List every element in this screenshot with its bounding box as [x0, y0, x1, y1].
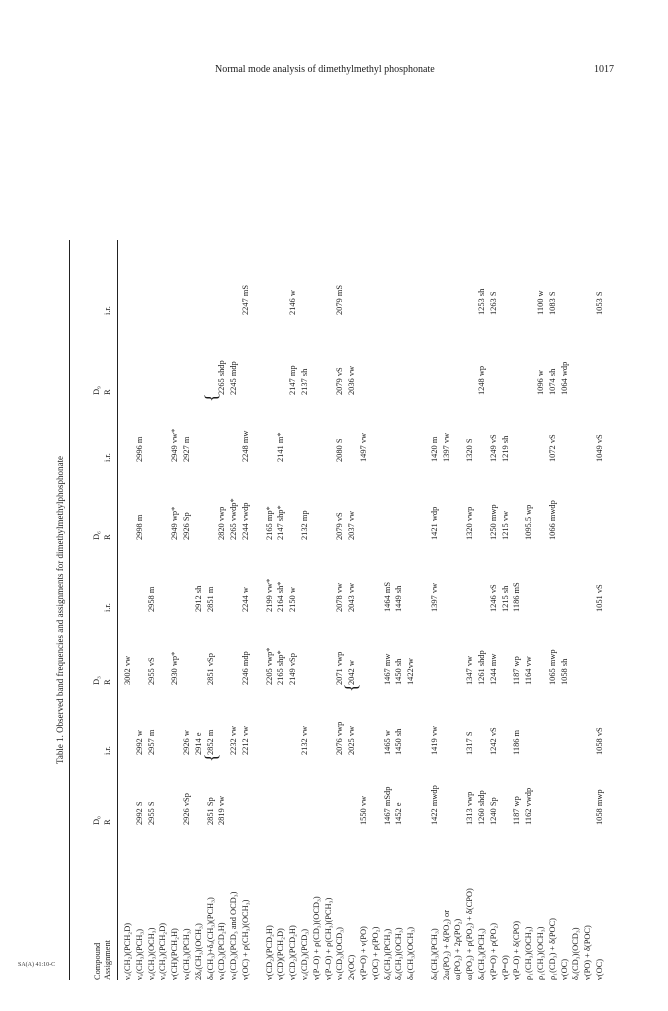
frequency-cell: 1320 vwp	[465, 506, 475, 540]
table-row	[135, 240, 145, 980]
frequency-cell: 1219 sh	[500, 435, 510, 462]
frequency-cell: 2851 vSp	[205, 653, 215, 685]
frequency-cell: 1422vw	[406, 658, 416, 685]
frequency-cell: 2926 Sp	[182, 512, 191, 540]
frequency-cell: 2992 w	[134, 730, 144, 755]
assignment-cell: ν(PO) + δ(POC)	[583, 925, 593, 980]
frequency-cell: 1215 sh	[500, 585, 510, 612]
frequency-cell: 2165 shp*	[276, 650, 286, 685]
frequency-cell: 1186 m	[512, 729, 522, 755]
table-row	[571, 240, 581, 980]
assignment-cell: ν(P–O) + ρ(CD₃)(OCD₃)	[311, 896, 321, 980]
frequency-cell: 2820 vwp	[217, 506, 227, 540]
frequency-cell: 1064 wdp	[559, 361, 569, 395]
frequency-cell: 1450 sh	[394, 658, 404, 685]
frequency-cell: 2914 e	[193, 732, 203, 755]
frequency-cell: 2912 sh	[193, 585, 203, 612]
frequency-cell: 1467 mSdp	[382, 786, 392, 825]
table-row	[229, 240, 239, 980]
brace-mark: {	[201, 753, 221, 762]
assignment-cell: ρ₁(CD₃) + δ(POC)	[547, 918, 557, 980]
frequency-table	[55, 240, 615, 980]
frequency-cell: 2036 vw	[347, 365, 357, 395]
table-row	[560, 240, 570, 980]
table-row	[253, 240, 263, 980]
table-row	[288, 240, 298, 980]
frequency-cell: 2244 vwdp	[241, 502, 250, 540]
table-row	[347, 240, 357, 980]
frequency-cell: 1497 vw	[359, 432, 368, 462]
table-row	[170, 240, 180, 980]
header-r: R	[103, 534, 112, 540]
frequency-cell: 1095.5 wp	[524, 504, 534, 540]
assignment-cell: δₐ(CH₃)(PCH₃)	[382, 928, 392, 980]
running-title: Normal mode analysis of dimethylmethyl phosphonate	[215, 64, 435, 75]
table-row	[182, 240, 192, 980]
frequency-cell: 1100 w	[536, 290, 545, 315]
table-row	[406, 240, 416, 980]
table-row	[453, 240, 463, 980]
frequency-cell: 2146 w	[288, 290, 298, 315]
frequency-cell: 1065 mwp	[547, 649, 557, 685]
frequency-cell: 1072 vS	[547, 434, 557, 462]
table-row	[265, 240, 275, 980]
assignment-cell: ν(CD₂)(PCD₂H)	[264, 925, 274, 980]
frequency-cell: 2992 S	[134, 801, 144, 825]
header-r: R	[103, 819, 112, 825]
frequency-cell: 1164 vw	[524, 656, 534, 685]
frequency-cell: 1419 vw	[429, 725, 439, 755]
frequency-cell: 2930 wp*	[170, 651, 180, 685]
header-ir: i.r.	[103, 306, 112, 315]
table-row	[324, 240, 334, 980]
assignment-cell: ω(PO₂) + ρ(PO₂) + δ(CPO)	[465, 888, 475, 980]
frequency-cell: 1246 vS	[488, 584, 498, 612]
table-row	[241, 240, 251, 980]
assignment-cell: νₐ(CH₃)(OCH₃)	[146, 927, 156, 980]
frequency-cell: 2265 vwdp*	[229, 498, 239, 540]
frequency-cell: 1421 wdp	[429, 506, 439, 540]
frequency-cell: 2244 w	[241, 587, 250, 612]
assignment-cell: νₛ(CD₃)(OCD₃)	[335, 927, 345, 980]
table-row	[217, 240, 227, 980]
table-row	[536, 240, 546, 980]
assignment-cell: νₐ(CH₃)(PCH₃)	[134, 929, 144, 980]
assignment-cell: νₐ(CH₂)(PCH₂D)	[123, 922, 132, 980]
assignment-cell: νₛ(CH₃)(PCH₃)	[182, 928, 191, 980]
frequency-cell: 1058 vS	[595, 727, 604, 755]
frequency-cell: 2042 w	[347, 660, 357, 685]
table-row	[371, 240, 381, 980]
frequency-cell: 2149 vSp	[288, 653, 298, 685]
frequency-cell: 1550 vw	[359, 795, 368, 825]
assignment-cell: ν(CD₂)(PCD₂H)	[288, 925, 298, 980]
frequency-cell: 2205 vwp*	[264, 647, 274, 685]
frequency-cell: 2043 vw	[347, 582, 357, 612]
frequency-cell: 2247 mS	[241, 284, 250, 315]
frequency-cell: 1083 S	[547, 291, 557, 315]
table-header-rule	[117, 240, 118, 980]
frequency-cell: 1248 wp	[477, 365, 486, 395]
table-row	[501, 240, 511, 980]
frequency-cell: 1066 mwdp	[547, 500, 557, 540]
frequency-cell: 2819 vw	[217, 795, 227, 825]
assignment-cell: νₐ(CD₃)(PCD₃)	[300, 929, 309, 980]
frequency-cell: 2080 S	[335, 438, 345, 462]
assignment-cell: νₐ(CH₃)(PCH₂D)	[158, 922, 168, 980]
frequency-cell: 2199 vw*	[264, 578, 274, 612]
table-row	[123, 240, 133, 980]
assignment-cell: ν(P=O)	[500, 955, 510, 980]
frequency-cell: 2025 vw	[347, 725, 357, 755]
frequency-cell: 1450 sh	[394, 728, 404, 755]
table-row	[335, 240, 345, 980]
assignment-cell: ν(OC)	[559, 959, 569, 980]
table-row	[147, 240, 157, 980]
frequency-cell: 2852 m	[205, 729, 215, 755]
assignment-cell: ν(P–O) + ρ(CH₃)(PCH₃)	[323, 897, 333, 980]
frequency-cell: 2949 wp*	[170, 506, 180, 540]
frequency-cell: 1074 sh	[547, 368, 557, 395]
frequency-cell: 2926 vSp	[182, 793, 191, 825]
frequency-cell: 2079 mS	[335, 284, 345, 315]
frequency-cell: 2996 m	[134, 436, 144, 462]
frequency-cell: 2955 S	[146, 801, 156, 825]
frequency-cell: 3002 vw	[123, 655, 132, 685]
assignment-cell: νₛ(CD₃)(PCD₃ and OCD₃)	[229, 891, 239, 980]
frequency-cell: 2851 m	[205, 586, 215, 612]
frequency-cell: 2245 mdp	[229, 361, 239, 395]
frequency-cell: 1187 wp	[512, 796, 522, 825]
frequency-cell: 2165 mp*	[264, 506, 274, 540]
assignment-cell: δₛ(CH₃)(PCH₃)	[429, 928, 439, 980]
assignment-cell: 2δₐ(CH₃)(OCH₃)	[193, 923, 203, 980]
frequency-cell: 1317 S	[465, 731, 475, 755]
header-ir: i.r.	[103, 453, 112, 462]
table-row	[595, 240, 605, 980]
frequency-cell: 2078 vw	[335, 582, 345, 612]
frequency-cell: 1187 wp	[512, 656, 522, 685]
frequency-cell: 1096 w	[536, 370, 545, 395]
table-caption: Table 1. Observed band frequencies and assignments for dimethylmethylphosphonate	[55, 455, 65, 765]
frequency-cell: 2150 w	[288, 587, 298, 612]
running-header	[0, 64, 668, 80]
frequency-cell: 2927 m	[182, 436, 191, 462]
header-ir: i.r.	[103, 746, 112, 755]
frequency-cell: 2137 sh	[300, 368, 309, 395]
assignment-cell: δₐ(CD₃)(OCD₃)	[571, 927, 581, 980]
frequency-cell: 2132 mp	[300, 510, 309, 540]
frequency-cell: 1263 S	[488, 291, 498, 315]
frequency-cell: 2147 shp*	[276, 505, 286, 540]
frequency-cell: 1397 vw	[441, 432, 451, 462]
frequency-cell: 2955 vS	[146, 657, 156, 685]
frequency-cell: 2212 vw	[241, 725, 250, 755]
table-row	[383, 240, 393, 980]
assignment-cell: ρ₁(CH₃)(OCH₃)	[536, 926, 545, 980]
frequency-cell: 2164 sh*	[276, 581, 286, 612]
header-compound: Compound	[93, 942, 102, 980]
frequency-cell: 1449 sh	[394, 585, 404, 612]
assignment-cell: 2ν(OC)	[347, 954, 357, 980]
frequency-cell: 2949 vw*	[170, 428, 180, 462]
header-ir: i.r.	[103, 603, 112, 612]
table-row	[465, 240, 475, 980]
frequency-cell: 1422 mwdp	[429, 785, 439, 825]
frequency-cell: 1186 mS	[512, 582, 522, 612]
table-row	[394, 240, 404, 980]
frequency-cell: 2246 mdp	[241, 651, 250, 685]
table-row	[442, 240, 452, 980]
table-row	[276, 240, 286, 980]
frequency-cell: 1244 mw	[488, 653, 498, 685]
page-footer-code: SA(A) 41:10-C	[18, 962, 56, 968]
frequency-cell: 2265 shdp	[217, 360, 227, 395]
frequency-cell: 1249 vS	[488, 434, 498, 462]
table-row	[300, 240, 310, 980]
frequency-cell: 1250 mwp	[488, 504, 498, 540]
frequency-cell: 1051 vS	[595, 584, 604, 612]
frequency-cell: 1452 e	[394, 802, 404, 825]
frequency-cell: 1313 vwp	[465, 791, 475, 825]
table-row	[418, 240, 428, 980]
frequency-cell: 2248 mw	[241, 430, 250, 462]
frequency-cell: 2079 vS	[335, 512, 345, 540]
table-row	[194, 240, 204, 980]
frequency-cell: 1467 mw	[382, 653, 392, 685]
frequency-cell: 2926 w	[182, 730, 191, 755]
frequency-cell: 2147 mp	[288, 365, 298, 395]
header-group-d3: D₃	[92, 676, 101, 685]
brace-mark: {	[341, 683, 361, 692]
frequency-cell: 1347 vw	[465, 655, 475, 685]
table-row	[548, 240, 558, 980]
assignment-cell: ν(P=O) + ν(PO)	[359, 926, 368, 980]
header-r: R	[103, 679, 112, 685]
header-group-d9: D₉	[92, 386, 101, 395]
frequency-cell: 2037 vw	[347, 510, 357, 540]
table-row	[206, 240, 216, 980]
frequency-cell: 2079 vS	[335, 367, 345, 395]
table-row	[477, 240, 487, 980]
frequency-cell: 2232 vw	[229, 725, 239, 755]
header-assignment: Assignment	[103, 939, 112, 980]
frequency-cell: 1053 S	[595, 291, 604, 315]
frequency-cell: 1162 vwdp	[524, 787, 534, 825]
frequency-cell: 1242 vS	[488, 727, 498, 755]
frequency-cell: 2957 m	[146, 729, 156, 755]
assignment-cell: δₐ(CH₃)(OCH₃)	[394, 927, 404, 980]
frequency-cell: 1261 shdp	[477, 650, 486, 685]
assignment-cell: ω(PO₂) + 2ρ(PO₂)	[453, 918, 463, 980]
header-r: R	[103, 389, 112, 395]
frequency-cell: 1058 mwp	[595, 789, 604, 825]
frequency-cell: 1397 vw	[429, 582, 439, 612]
frequency-cell: 2998 m	[134, 514, 144, 540]
table-row	[512, 240, 522, 980]
frequency-cell: 2141 m*	[276, 432, 286, 462]
assignment-cell: δₛ(CH₃)(OCH₃)	[406, 926, 416, 980]
frequency-cell: 1260 shdp	[477, 790, 486, 825]
table-row	[489, 240, 499, 980]
frequency-cell: 2958 m	[146, 586, 156, 612]
frequency-cell: 1420 m	[429, 436, 439, 462]
assignment-cell: ν(P–O) + δ(CPO)	[512, 921, 522, 980]
assignment-cell: ν(P=O) + ρ(PO₂)	[488, 922, 498, 980]
frequency-cell: 1240 Sp	[488, 797, 498, 825]
header-group-d6: D₆	[92, 531, 101, 540]
brace-mark: {	[201, 393, 221, 402]
assignment-cell: δₛ(CH₃)+δₐ(CH₃)(PCH₃)	[205, 897, 215, 980]
assignment-cell: δₛ(CH₃)(PCH₃)	[477, 928, 486, 980]
assignment-cell: νₛ(CD₃)(PCD₂H)	[217, 922, 227, 980]
assignment-cell: ν(OC)	[595, 959, 604, 980]
table-row	[524, 240, 534, 980]
table-row	[312, 240, 322, 980]
frequency-cell: 1058 sh	[559, 658, 569, 685]
frequency-cell: 1465 w	[382, 730, 392, 755]
frequency-cell: 1253 sh	[477, 288, 486, 315]
page-number: 1017	[594, 64, 614, 75]
frequency-cell: 2851 Sp	[205, 797, 215, 825]
assignment-cell: ρ₁(CH₃)(OCH₃)	[524, 926, 534, 980]
table-row	[430, 240, 440, 980]
frequency-cell: 2076 vwp	[335, 721, 345, 755]
frequency-cell: 1320 S	[465, 438, 475, 462]
table-top-rule	[69, 240, 70, 980]
frequency-cell: 1215 vw	[500, 510, 510, 540]
assignment-cell: ν(CD)(PCH₂D)	[276, 928, 286, 980]
frequency-cell: 1464 mS	[382, 581, 392, 612]
header-group-d0: D₀	[92, 816, 101, 825]
frequency-cell: 2071 vwp	[335, 651, 345, 685]
assignment-cell: ν(CH)(PCH₂H)	[170, 928, 180, 980]
assignment-cell: 2ω(PO₂) + δ(PO₂) or	[441, 909, 451, 980]
table-row	[158, 240, 168, 980]
assignment-cell: ν(OC) + ρ(CH₃)(OCH₃)	[241, 899, 250, 980]
frequency-cell: 2132 vw	[300, 725, 309, 755]
table-row	[583, 240, 593, 980]
assignment-cell: ν(OC) + ρ(PO₂)	[370, 926, 380, 980]
frequency-cell: 1049 vS	[595, 434, 604, 462]
table-row	[359, 240, 369, 980]
